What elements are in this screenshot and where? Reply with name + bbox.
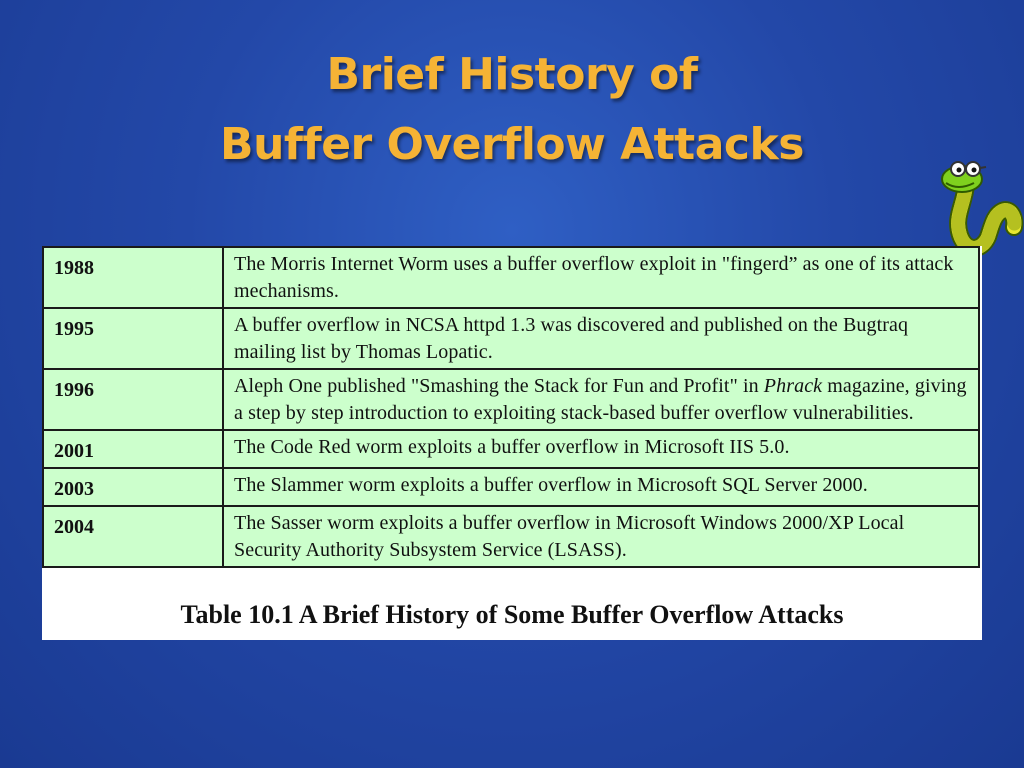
description-cell: The Morris Internet Worm uses a buffer overflow exploit in "fingerd” as one of its attack mechanisms. — [223, 247, 979, 308]
table-row — [43, 247, 979, 308]
table-panel — [42, 246, 982, 640]
description-cell: The Code Red worm exploits a buffer overflow in Microsoft IIS 5.0. — [223, 430, 979, 468]
table-row — [43, 430, 979, 468]
description-cell: The Sasser worm exploits a buffer overflow in Microsoft Windows 2000/XP Local Security Authority Subsystem Service (LSASS). — [223, 506, 979, 567]
table-row — [43, 468, 979, 506]
year-cell: 2004 — [43, 506, 223, 567]
table-row — [43, 506, 979, 567]
slide-title-line-1: Brief History of — [326, 49, 698, 100]
slide-title-line-2: Buffer Overflow Attacks — [220, 119, 804, 170]
table-caption: Table 10.1 A Brief History of Some Buffer Overflow Attacks — [180, 600, 844, 629]
table-row — [43, 308, 979, 369]
description-text-after: magazine, giving a step by step introduction to exploiting stack-based buffer overflow vulnerabilities. — [234, 375, 967, 424]
description-cell: The Slammer worm exploits a buffer overflow in Microsoft SQL Server 2000. — [223, 468, 979, 506]
history-table — [42, 246, 980, 568]
table-row — [43, 369, 979, 430]
description-cell — [223, 369, 979, 430]
year-cell: 2003 — [43, 468, 223, 506]
description-text-before: Aleph One published "Smashing the Stack for Fun and Profit" in — [234, 375, 764, 397]
worm-mascot-icon — [936, 155, 1024, 260]
description-cell: A buffer overflow in NCSA httpd 1.3 was discovered and published on the Bugtraq mailing list by Thomas Lopatic. — [223, 308, 979, 369]
slide-title — [0, 40, 1024, 180]
phrack-title: Phrack — [763, 375, 823, 397]
year-cell: 1995 — [43, 308, 223, 369]
year-cell: 1996 — [43, 369, 223, 430]
year-cell: 2001 — [43, 430, 223, 468]
year-cell: 1988 — [43, 247, 223, 308]
